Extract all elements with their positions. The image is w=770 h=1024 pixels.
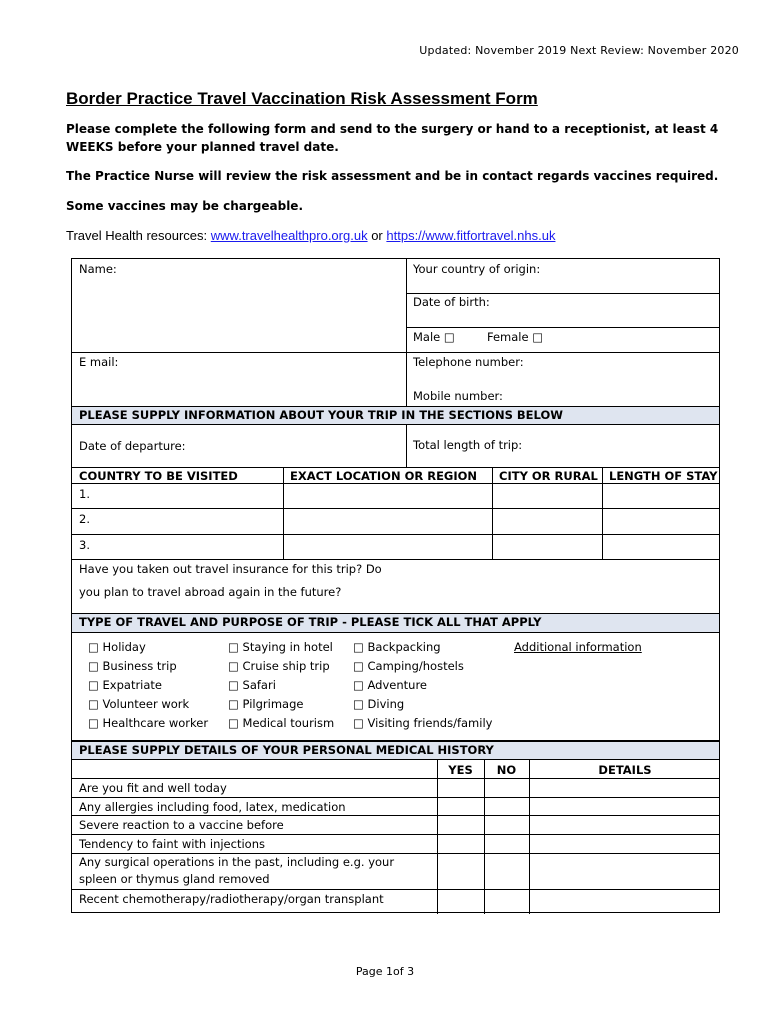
country-row-3[interactable]: 3. xyxy=(79,538,90,552)
tick-healthcare-worker[interactable]: □ Healthcare worker xyxy=(88,716,209,730)
intro-nurse-review: The Practice Nurse will review the risk assessment and be in contact regards vaccines required. xyxy=(66,169,719,183)
tick-camping-hostels[interactable]: □ Camping/hostels xyxy=(353,659,464,673)
fitfortravel-link[interactable]: https://www.fitfortravel.nhs.uk xyxy=(386,228,556,243)
mobile-field[interactable]: Mobile number: xyxy=(413,389,503,403)
resources-label: Travel Health resources: xyxy=(66,228,208,243)
yes-header: YES xyxy=(448,763,473,777)
country-row-2[interactable]: 2. xyxy=(79,512,90,526)
additional-information-label[interactable]: Additional information xyxy=(514,640,642,654)
no-header: NO xyxy=(496,763,517,777)
tick-staying-in-hotel[interactable]: □ Staying in hotel xyxy=(228,640,333,654)
future-travel-question: you plan to travel abroad again in the future? xyxy=(79,585,342,599)
dob-field[interactable]: Date of birth: xyxy=(413,295,490,309)
col-length-stay-header: LENGTH OF STAY xyxy=(609,469,718,483)
country-origin-field[interactable]: Your country of origin: xyxy=(413,262,541,276)
tick-diving[interactable]: □ Diving xyxy=(353,697,405,711)
tick-business-trip[interactable]: □ Business trip xyxy=(88,659,177,673)
resources-or: or xyxy=(371,228,383,243)
tick-expatriate[interactable]: □ Expatriate xyxy=(88,678,163,692)
tick-safari[interactable]: □ Safari xyxy=(228,678,276,692)
name-field[interactable]: Name: xyxy=(79,262,117,276)
male-checkbox[interactable]: Male □ xyxy=(413,330,455,344)
departure-date-field[interactable]: Date of departure: xyxy=(79,439,186,453)
tick-medical-tourism[interactable]: □ Medical tourism xyxy=(228,716,335,730)
medical-history-table xyxy=(71,740,720,913)
travel-resources xyxy=(66,228,555,243)
col-country-header: COUNTRY TO BE VISITED xyxy=(79,469,238,483)
tick-pilgrimage[interactable]: □ Pilgrimage xyxy=(228,697,304,711)
tick-cruise-ship-trip[interactable]: □ Cruise ship trip xyxy=(228,659,330,673)
medical-history-header: PLEASE SUPPLY DETAILS OF YOUR PERSONAL MEDICAL HISTORY xyxy=(72,741,719,760)
medical-row-allergies: Any allergies including food, latex, medication xyxy=(79,800,346,814)
details-header: DETAILS xyxy=(598,763,652,777)
tick-visiting-friends-family[interactable]: □ Visiting friends/family xyxy=(353,716,493,730)
female-checkbox[interactable]: Female □ xyxy=(487,330,544,344)
page-title: Border Practice Travel Vaccination Risk Assessment Form xyxy=(66,89,538,108)
personal-trip-table xyxy=(71,258,720,614)
medical-row-faint: Tendency to faint with injections xyxy=(79,837,265,851)
medical-row-vaccine-reaction: Severe reaction to a vaccine before xyxy=(79,818,284,832)
telephone-field[interactable]: Telephone number: xyxy=(413,355,524,369)
email-field[interactable]: E mail: xyxy=(79,355,119,369)
update-note: Updated: November 2019 Next Review: November 2020 xyxy=(419,44,739,57)
trip-length-field[interactable]: Total length of trip: xyxy=(413,438,523,452)
country-row-1[interactable]: 1. xyxy=(79,487,90,501)
tick-adventure[interactable]: □ Adventure xyxy=(353,678,428,692)
page-number: Page 1of 3 xyxy=(355,965,415,978)
tick-holiday[interactable]: □ Holiday xyxy=(88,640,146,654)
trip-section-header: PLEASE SUPPLY INFORMATION ABOUT YOUR TRIP IN THE SECTIONS BELOW xyxy=(72,406,719,425)
tick-backpacking[interactable]: □ Backpacking xyxy=(353,640,441,654)
medical-row-surgery: Any surgical operations in the past, including e.g. your xyxy=(79,855,395,869)
intro-instructions: Please complete the following form and send to the surgery or hand to a receptionist, at least 4 WEEKS before your planned travel date. xyxy=(66,122,719,154)
intro-chargeable: Some vaccines may be chargeable. xyxy=(66,199,304,213)
insurance-question: Have you taken out travel insurance for this trip? Do xyxy=(79,562,382,576)
travelhealthpro-link[interactable]: www.travelhealthpro.org.uk xyxy=(210,228,368,243)
tick-volunteer-work[interactable]: □ Volunteer work xyxy=(88,697,190,711)
medical-row-spleen: spleen or thymus gland removed xyxy=(79,872,270,886)
medical-row-fit-well: Are you fit and well today xyxy=(79,781,227,795)
medical-row-chemotherapy: Recent chemotherapy/radiotherapy/organ transplant xyxy=(79,892,384,906)
col-city-rural-header: CITY OR RURAL xyxy=(499,469,598,483)
travel-type-header: TYPE OF TRAVEL AND PURPOSE OF TRIP - PLEASE TICK ALL THAT APPLY xyxy=(72,614,719,633)
travel-type-section xyxy=(71,613,720,741)
col-location-header: EXACT LOCATION OR REGION xyxy=(290,469,478,483)
